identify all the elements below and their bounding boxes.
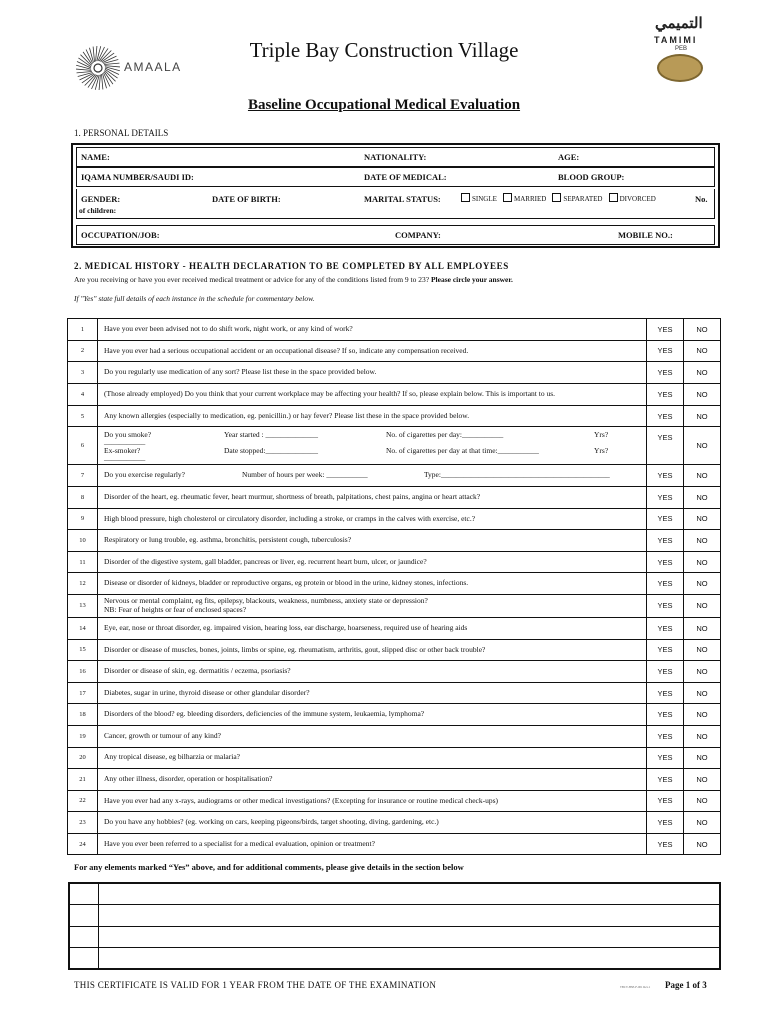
dob-field[interactable]: DATE OF BIRTH:	[212, 194, 281, 204]
question-text	[98, 639, 647, 661]
question-row	[68, 725, 721, 747]
details-num-cell	[69, 905, 98, 927]
date-of-medical-field[interactable]: DATE OF MEDICAL:	[364, 172, 447, 182]
form-title: Baseline Occupational Medical Evaluation	[247, 97, 521, 113]
no-option[interactable]: NO	[684, 405, 721, 427]
page-title: Triple Bay Construction Village	[249, 38, 519, 62]
question-row	[68, 383, 721, 405]
page-total: 3	[702, 980, 707, 990]
no-option[interactable]: NO	[684, 833, 721, 855]
question-row	[68, 617, 721, 639]
question-row	[68, 661, 721, 683]
question-number: 7	[68, 465, 98, 487]
question-text	[98, 362, 647, 384]
question-text	[98, 661, 647, 683]
tamimi-brand: TAMIMI	[654, 35, 698, 45]
question-number: 23	[68, 812, 98, 834]
question-row	[68, 405, 721, 427]
question-number: 15	[68, 639, 98, 661]
exercise-hours-field[interactable]: Number of hours per week: ___________	[242, 469, 368, 479]
single-checkbox[interactable]	[461, 193, 470, 202]
yes-option[interactable]: YES	[647, 639, 684, 661]
details-heading: For any elements marked “Yes” above, and for additional comments, please give details in the section below	[74, 862, 464, 872]
company-field[interactable]: COMPANY:	[395, 230, 441, 240]
tamimi-arabic-logo: التميمي	[655, 16, 703, 32]
yes-option[interactable]: YES	[647, 833, 684, 855]
yes-option[interactable]: YES	[647, 812, 684, 834]
yes-option[interactable]: YES	[647, 725, 684, 747]
question-row	[68, 465, 721, 487]
question-row	[68, 833, 721, 855]
details-text-cell[interactable]	[98, 905, 720, 927]
question-line: Have you ever been referred to a specialist for a medical evaluation, opinion or treatment?	[104, 838, 375, 848]
no-option[interactable]: NO	[684, 725, 721, 747]
amaala-brand: AMAALA	[124, 60, 182, 74]
no-option[interactable]: NO	[684, 551, 721, 573]
mobile-field[interactable]: MOBILE NO.:	[618, 230, 673, 240]
question-number: 24	[68, 833, 98, 855]
question-number: 11	[68, 551, 98, 573]
question-text	[98, 427, 647, 465]
ex-smoke-years-label: Yrs?	[594, 445, 609, 455]
yes-option[interactable]: YES	[647, 465, 684, 487]
no-option[interactable]: NO	[684, 661, 721, 683]
divorced-checkbox[interactable]	[609, 193, 618, 202]
question-text	[98, 812, 647, 834]
cigarettes-at-that-time-field[interactable]: No. of cigarettes per day at that time:___________	[386, 445, 539, 455]
question-number: 8	[68, 486, 98, 508]
marital-options	[457, 193, 656, 203]
gender-field[interactable]: GENDER:	[81, 194, 121, 204]
question-line: Disease or disorder of kidneys, bladder or reproductive organs, eg protein or blood in the urine, kidney stones, infections.	[104, 578, 469, 588]
yes-option[interactable]: YES	[647, 790, 684, 812]
tamimi-peb: PEB	[675, 46, 688, 52]
no-option[interactable]: NO	[684, 465, 721, 487]
blood-group-field[interactable]: BLOOD GROUP:	[558, 172, 625, 182]
question-row	[68, 812, 721, 834]
question-row	[68, 573, 721, 595]
page-current: 1	[685, 980, 691, 990]
no-option[interactable]: NO	[684, 427, 721, 465]
question-number: 14	[68, 617, 98, 639]
question-text	[98, 594, 647, 617]
question-row	[68, 790, 721, 812]
instructions-text: Are you receiving or have you ever received medical treatment or advice for any of the conditions listed from 9 to 23?	[74, 275, 430, 284]
question-number: 1	[68, 319, 98, 341]
age-field[interactable]: AGE:	[558, 152, 580, 162]
yes-option[interactable]: YES	[647, 594, 684, 617]
question-line: Cancer, growth or tumour of any kind?	[104, 730, 221, 740]
question-line: Have you ever been advised not to do shift work, night work, or any kind of work?	[104, 323, 353, 333]
question-line: Any other illness, disorder, operation or hospitalisation?	[104, 774, 273, 784]
separated-checkbox[interactable]	[552, 193, 561, 202]
details-row	[69, 926, 720, 948]
question-number: 2	[68, 340, 98, 362]
question-line: Have you ever had a serious occupational accident or an occupational disease? If so, indicate any compensation received.	[104, 345, 469, 355]
question-number: 18	[68, 704, 98, 726]
question-number: 6	[68, 427, 98, 465]
question-number: 22	[68, 790, 98, 812]
exercise-type-field[interactable]: Type:_____________________________________________	[424, 469, 610, 479]
no-option[interactable]: NO	[684, 639, 721, 661]
smoke-years-label: Yrs?	[594, 429, 609, 439]
question-line: Disorders of the blood? eg. bleeding disorders, deficiencies of the immune system, leukaemia, lymphoma?	[104, 709, 425, 719]
question-number: 16	[68, 661, 98, 683]
page-number	[665, 980, 707, 990]
question-row	[68, 747, 721, 769]
smoking-details	[104, 431, 640, 461]
no-option[interactable]: NO	[684, 769, 721, 791]
question-row	[68, 486, 721, 508]
question-text	[98, 530, 647, 552]
medical-questions-table	[67, 318, 721, 855]
question-row	[68, 362, 721, 384]
question-text	[98, 486, 647, 508]
question-row	[68, 427, 721, 465]
question-text	[98, 769, 647, 791]
question-text	[98, 405, 647, 427]
ex-smoker-question: Ex-smoker?	[104, 445, 141, 455]
document-reference: TBCV-HSE-F-001 Rev.1	[620, 985, 651, 989]
question-text	[98, 340, 647, 362]
yes-option[interactable]: YES	[647, 383, 684, 405]
question-row	[68, 551, 721, 573]
smoke-blank-1[interactable]: ___________	[104, 436, 146, 446]
personal-details-box	[71, 143, 720, 248]
yes-option[interactable]: YES	[647, 769, 684, 791]
details-row	[69, 905, 720, 927]
details-num-cell	[69, 926, 98, 948]
yes-option[interactable]: YES	[647, 573, 684, 595]
question-number: 19	[68, 725, 98, 747]
details-table	[68, 882, 721, 970]
yes-option[interactable]: YES	[647, 486, 684, 508]
question-number: 5	[68, 405, 98, 427]
personal-row-3	[76, 189, 715, 219]
question-line: Do you regularly use medication of any sort? Please list these in the space provided below.	[104, 367, 377, 377]
question-line: Eye, ear, nose or throat disorder, eg. impaired vision, hearing loss, ear discharge, hoarseness, required use of hearing aids	[104, 622, 468, 632]
details-row	[69, 883, 720, 905]
details-text-cell[interactable]	[98, 948, 720, 970]
question-line: Disorder or disease of skin, eg. dermatitis / eczema, psoriasis?	[104, 666, 291, 676]
question-number: 13	[68, 594, 98, 617]
no-option[interactable]: NO	[684, 790, 721, 812]
question-line: Disorder or disease of muscles, bones, joints, limbs or spine, eg. rheumatism, arthritis, gout, slipped disc or other back trouble?	[104, 644, 486, 654]
page-of: of	[692, 980, 700, 990]
marital-status-label: MARITAL STATUS:	[364, 194, 441, 204]
no-option[interactable]: NO	[684, 530, 721, 552]
question-line: Disorder of the heart, eg. rheumatic fever, heart murmur, shortness of breath, palpitations, chest pains, angina or heart attack?	[104, 491, 481, 501]
nationality-field[interactable]: NATIONALITY:	[364, 152, 427, 162]
details-num-cell	[69, 948, 98, 970]
medical-history-heading: 2. MEDICAL HISTORY - HEALTH DECLARATION TO BE COMPLETED BY ALL EMPLOYEES	[74, 261, 509, 271]
question-line: Any tropical disease, eg bilharzia or malaria?	[104, 752, 240, 762]
yes-option[interactable]: YES	[647, 405, 684, 427]
question-text	[98, 383, 647, 405]
yes-option[interactable]: YES	[647, 682, 684, 704]
no-option[interactable]: NO	[684, 508, 721, 530]
cigarettes-per-day-field[interactable]: No. of cigarettes per day:___________	[386, 429, 504, 439]
no-option[interactable]: NO	[684, 594, 721, 617]
question-line: Nervous or mental complaint, eg fits, epilepsy, blackouts, weakness, numbness, anxiety state or depression?	[104, 596, 428, 606]
page-header	[0, 0, 768, 100]
certificate-validity-note: THIS CERTIFICATE IS VALID FOR 1 YEAR FROM THE DATE OF THE EXAMINATION	[74, 980, 437, 990]
question-text	[98, 833, 647, 855]
yes-option[interactable]: YES	[647, 362, 684, 384]
question-text	[98, 319, 647, 341]
yes-option[interactable]: YES	[647, 427, 684, 465]
no-option[interactable]: NO	[684, 573, 721, 595]
no-option[interactable]: NO	[684, 704, 721, 726]
question-line: Disorder of the digestive system, gall bladder, pancreas or liver, eg. recurrent heart burn, ulcer, or jaundice?	[104, 556, 427, 566]
question-line: Any known allergies (especially to medication, eg. penicillin.) or hay fever? Please list these in the space provided below.	[104, 410, 470, 420]
question-row	[68, 340, 721, 362]
details-num-cell	[69, 883, 98, 905]
yes-option[interactable]: YES	[647, 340, 684, 362]
name-field[interactable]: NAME:	[81, 152, 110, 162]
question-number: 4	[68, 383, 98, 405]
question-row	[68, 769, 721, 791]
tamimi-seal-icon	[657, 54, 703, 82]
question-text	[98, 508, 647, 530]
no-option[interactable]: NO	[684, 617, 721, 639]
yes-option[interactable]: YES	[647, 617, 684, 639]
yes-option[interactable]: YES	[647, 704, 684, 726]
question-line: (Those already employed) Do you think that your current workplace may be affecting your health? If so, please explain below. This is important to us.	[104, 388, 555, 398]
yes-option[interactable]: YES	[647, 551, 684, 573]
question-line: Have you ever had any x-rays, audiograms or other medical investigations? (Excepting for insurance or routine medical check-ups)	[104, 795, 499, 805]
question-text	[98, 747, 647, 769]
question-line: Do you have any hobbies? (eg. working on cars, keeping pigeons/birds, target shooting, diving, gardening, etc.)	[104, 817, 439, 827]
separated-label: SEPARATED	[563, 195, 603, 203]
yes-option[interactable]: YES	[647, 661, 684, 683]
question-line: Respiratory or lung trouble, eg. asthma, bronchitis, persistent cough, tuberculosis?	[104, 535, 352, 545]
married-checkbox[interactable]	[503, 193, 512, 202]
no-option[interactable]: NO	[684, 747, 721, 769]
question-text	[98, 725, 647, 747]
no-option[interactable]: NO	[684, 486, 721, 508]
no-option[interactable]: NO	[684, 812, 721, 834]
details-row	[69, 948, 720, 970]
details-text-cell[interactable]	[98, 883, 720, 905]
question-text	[98, 465, 647, 487]
medical-history-note: If "Yes" state full details of each instance in the schedule for commentary below.	[74, 294, 315, 303]
question-row	[68, 639, 721, 661]
question-text	[98, 790, 647, 812]
question-row	[68, 319, 721, 341]
no-children-label-a: No.	[695, 194, 708, 204]
single-label: SINGLE	[472, 195, 497, 203]
question-text	[98, 617, 647, 639]
exercise-question: Do you exercise regularly?	[104, 469, 186, 479]
personal-details-label: 1. PERSONAL DETAILS	[74, 128, 169, 138]
question-line: Diabetes, sugar in urine, thyroid disease or other glandular disorder?	[104, 687, 310, 697]
question-row	[68, 508, 721, 530]
question-number: 10	[68, 530, 98, 552]
divorced-label: DIVORCED	[619, 195, 656, 203]
occupation-field[interactable]: OCCUPATION/JOB:	[81, 230, 160, 240]
no-children-field[interactable]: of children:	[79, 206, 117, 215]
yes-option[interactable]: YES	[647, 508, 684, 530]
personal-row-1	[76, 147, 715, 167]
instructions-bold: Please circle your answer.	[430, 275, 513, 284]
question-text	[98, 551, 647, 573]
question-text	[98, 573, 647, 595]
details-text-cell[interactable]	[98, 926, 720, 948]
question-line: High blood pressure, high cholesterol or circulatory disorder, including a stroke, or cramps in the calves with exercise, etc.?	[104, 513, 476, 523]
yes-option[interactable]: YES	[647, 530, 684, 552]
question-text	[98, 704, 647, 726]
married-label: MARRIED	[514, 195, 547, 203]
question-line-2: NB: Fear of heights or fear of enclosed spaces?	[104, 604, 247, 614]
date-stopped-field[interactable]: Date stopped:______________	[224, 445, 318, 455]
question-text	[98, 682, 647, 704]
question-row	[68, 530, 721, 552]
no-option[interactable]: NO	[684, 340, 721, 362]
yes-option[interactable]: YES	[647, 747, 684, 769]
no-option[interactable]: NO	[684, 362, 721, 384]
question-number: 17	[68, 682, 98, 704]
smoke-question: Do you smoke?	[104, 429, 152, 439]
medical-history-instructions	[74, 275, 513, 284]
smoke-blank-2[interactable]: ___________	[104, 452, 146, 462]
question-number: 9	[68, 508, 98, 530]
no-option[interactable]: NO	[684, 319, 721, 341]
no-option[interactable]: NO	[684, 383, 721, 405]
year-started-field[interactable]: Year started : ______________	[224, 429, 319, 439]
no-option[interactable]: NO	[684, 682, 721, 704]
yes-option[interactable]: YES	[647, 319, 684, 341]
question-row	[68, 594, 721, 617]
iqama-field[interactable]: IQAMA NUMBER/SAUDI ID:	[81, 172, 194, 182]
question-row	[68, 682, 721, 704]
personal-row-2	[76, 167, 715, 187]
exercise-details	[104, 469, 640, 483]
personal-row-4	[76, 225, 715, 245]
page-word: Page	[665, 980, 684, 990]
question-number: 3	[68, 362, 98, 384]
question-number: 12	[68, 573, 98, 595]
question-number: 21	[68, 769, 98, 791]
question-number: 20	[68, 747, 98, 769]
question-row	[68, 704, 721, 726]
